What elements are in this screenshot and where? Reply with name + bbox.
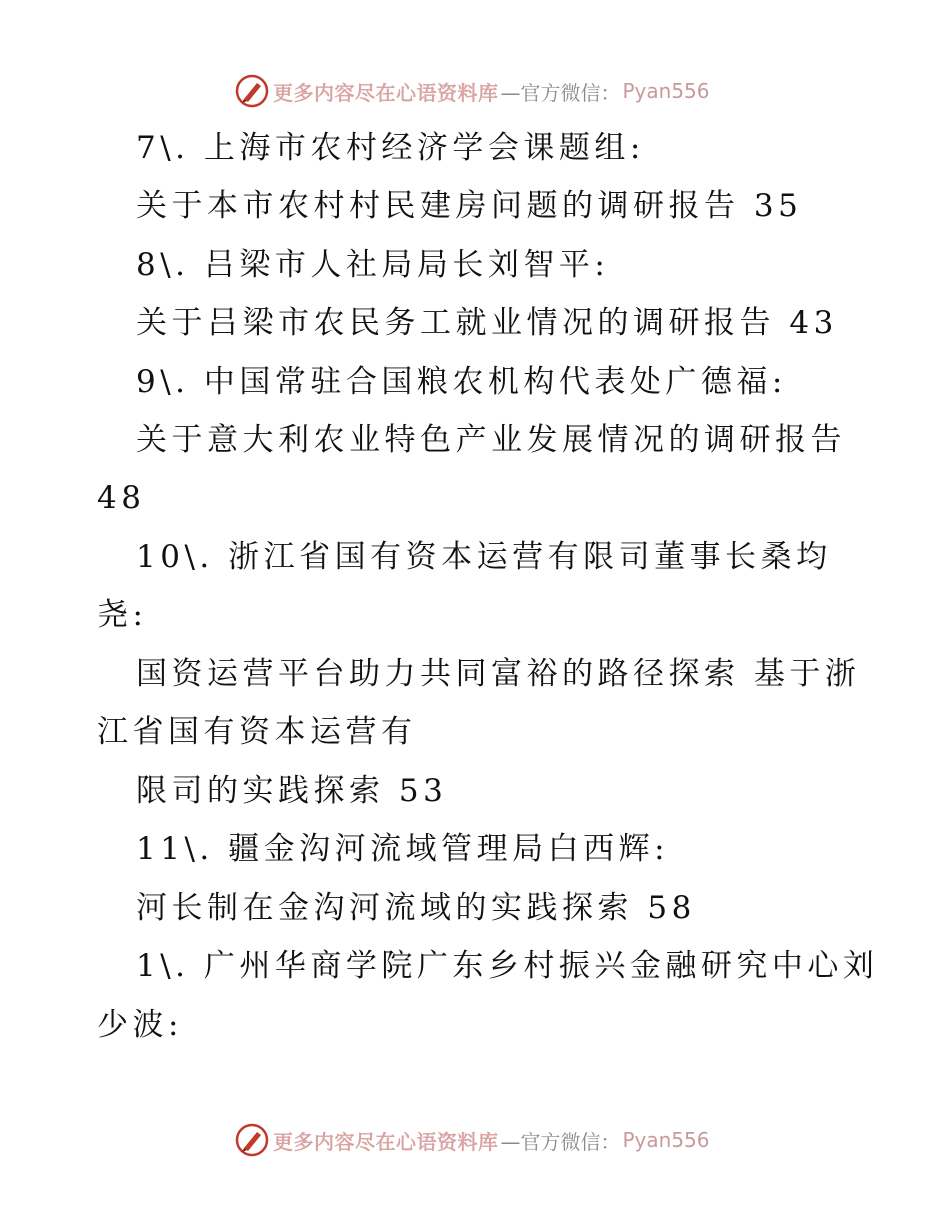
text-line: 1\. 广州华商学院广东乡村振兴金融研究中心刘 <box>136 948 879 984</box>
watermark-official-label: —官方微信： <box>500 80 621 105</box>
watermark-wechat-id: Pyan556 <box>622 1128 710 1152</box>
watermark-footer <box>235 1122 710 1158</box>
watermark-official-label: —官方微信： <box>500 1129 621 1154</box>
text-line: 关于意大利农业特色产业发展情况的调研报告 <box>136 422 846 458</box>
text-line: 关于本市农村村民建房问题的调研报告 35 <box>136 188 803 224</box>
watermark-brand: 更多内容尽在心语资料库 <box>273 80 499 105</box>
text-line: 限司的实践探索 53 <box>136 773 448 809</box>
text-line: 10\. 浙江省国有资本运营有限司董事长桑均 <box>136 539 832 575</box>
text-line: 11\. 疆金沟河流域管理局白西辉: <box>136 831 670 867</box>
text-line: 7\. 上海市农村经济学会课题组: <box>136 130 645 166</box>
watermark-wechat-id: Pyan556 <box>622 79 710 103</box>
text-line: 关于吕梁市农民务工就业情况的调研报告 43 <box>136 305 838 341</box>
text-line: 江省国有资本运营有 <box>97 714 417 750</box>
text-line: 8\. 吕梁市人社局局长刘智平: <box>136 247 610 283</box>
pen-logo-icon <box>235 1123 269 1157</box>
text-line: 48 <box>97 480 146 516</box>
text-line: 9\. 中国常驻合国粮农机构代表处广德福: <box>136 364 787 400</box>
pen-logo-icon <box>235 74 269 108</box>
text-line: 国资运营平台助力共同富裕的路径探索 基于浙 <box>136 656 861 692</box>
text-line: 尧: <box>97 597 148 633</box>
watermark-brand: 更多内容尽在心语资料库 <box>273 1129 499 1154</box>
text-line: 少波: <box>97 1007 183 1043</box>
text-line: 河长制在金沟河流域的实践探索 58 <box>136 890 696 926</box>
watermark-header <box>235 73 710 109</box>
